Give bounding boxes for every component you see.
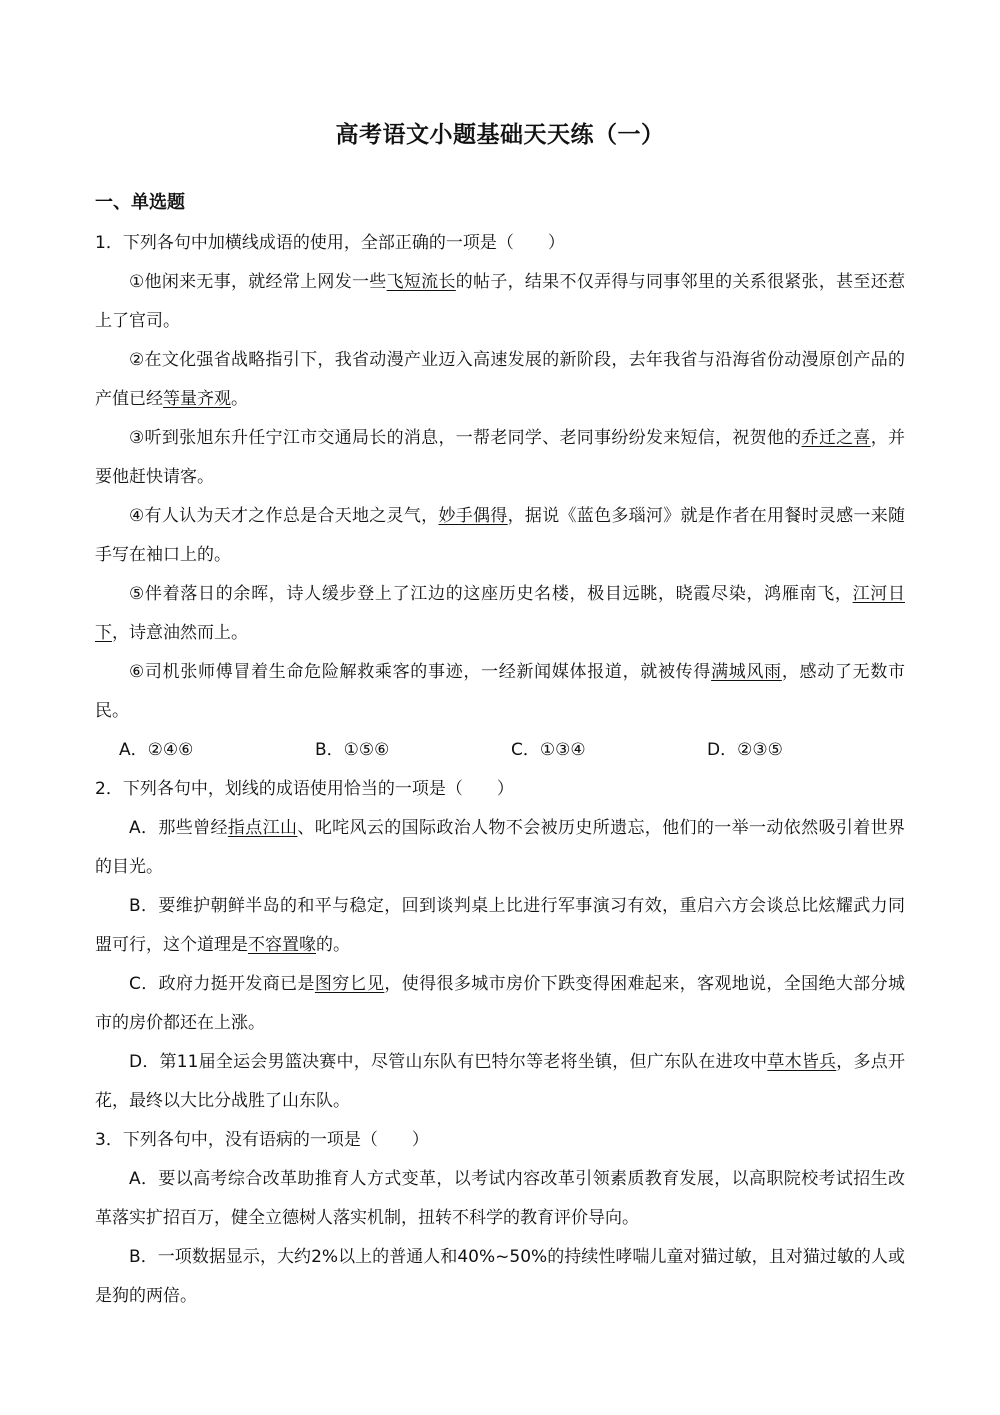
underlined-idiom: 江河日下 (95, 584, 905, 643)
underlined-idiom: 不容置喙 (248, 935, 316, 955)
question-2-stem: 2．下列各句中，划线的成语使用恰当的一项是（ ） (95, 779, 514, 799)
question-1-sentence-6: ⑥司机张师傅冒着生命危险解救乘客的事迹，一经新闻媒体报道，就被传得满城风雨，感动了无数市民。 (95, 662, 906, 721)
underlined-idiom: 满城风雨 (711, 662, 782, 682)
question-3-option-a: A．要以高考综合改革助推育人方式变革，以考试内容改革引领素质教育发展，以高职院校考试招生改革落实扩招百万，健全立德树人落实机制，扭转不科学的教育评价导向。 (95, 1169, 905, 1228)
question-2-option-c: C．政府力挺开发商已是图穷匕见，使得很多城市房价下跌变得困难起来，客观地说，全国绝大部分城市的房价都还在上涨。 (95, 974, 906, 1033)
question-1-sentence-2: ②在文化强省战略指引下，我省动漫产业迈入高速发展的新阶段，去年我省与沿海省份动漫原创产品的产值已经等量齐观。 (95, 350, 905, 409)
option-b: B．①⑤⑥ (315, 740, 390, 760)
page-title: 高考语文小题基础天天练（一） (335, 122, 665, 148)
question-1-options (95, 731, 905, 770)
option-a: A．②④⑥ (119, 740, 194, 760)
question-2-option-d: D．第11届全运会男篮决赛中，尽管山东队有巴特尔等老将坐镇，但广东队在进攻中草木皆兵，多点开花，最终以大比分战胜了山东队。 (95, 1052, 905, 1111)
question-1-stem: 1．下列各句中加横线成语的使用，全部正确的一项是（ ） (95, 233, 565, 253)
question-list (95, 224, 905, 1316)
question-3-stem: 3．下列各句中，没有语病的一项是（ ） (95, 1130, 429, 1150)
question-1-sentence-4: ④有人认为天才之作总是合天地之灵气，妙手偶得，据说《蓝色多瑙河》就是作者在用餐时灵感一来随手写在袖口上的。 (95, 506, 906, 565)
underlined-idiom: 图穷匕见 (314, 974, 385, 994)
underlined-idiom: 飞短流长 (386, 272, 456, 292)
question-1-sentence-1: ①他闲来无事，就经常上网发一些飞短流长的帖子，结果不仅弄得与同事邻里的关系很紧张，甚至还惹上了官司。 (95, 272, 906, 331)
question-2-option-b: B．要维护朝鲜半岛的和平与稳定，回到谈判桌上比进行军事演习有效，重启六方会谈总比炫耀武力同盟可行，这个道理是不容置喙的。 (95, 896, 905, 955)
underlined-idiom: 等量齐观 (163, 389, 231, 409)
question-1-sentence-3: ③听到张旭东升任宁江市交通局长的消息，一帮老同学、老同事纷纷发来短信，祝贺他的乔迁之喜，并要他赶快请客。 (95, 428, 906, 487)
underlined-idiom: 乔迁之喜 (801, 428, 871, 448)
question-2-option-a: A．那些曾经指点江山、叱咤风云的国际政治人物不会被历史所遗忘，他们的一举一动依然吸引着世界的目光。 (95, 818, 906, 877)
option-c: C．①③④ (511, 740, 586, 760)
underlined-idiom: 妙手偶得 (438, 506, 508, 526)
underlined-idiom: 草木皆兵 (767, 1052, 837, 1072)
option-d: D．②③⑤ (707, 740, 783, 760)
question-1-sentence-5: ⑤伴着落日的余晖，诗人缓步登上了江边的这座历史名楼，极目远眺，晓霞尽染，鸿雁南飞，江河日下，诗意油然而上。 (95, 584, 905, 643)
section-heading: 一、单选题 (95, 192, 185, 213)
underlined-idiom: 指点江山 (227, 818, 298, 838)
question-3-option-b: B．一项数据显示，大约2%以上的普通人和40%~50%的持续性哮喘儿童对猫过敏，且对猫过敏的人或是狗的两倍。 (95, 1247, 905, 1306)
